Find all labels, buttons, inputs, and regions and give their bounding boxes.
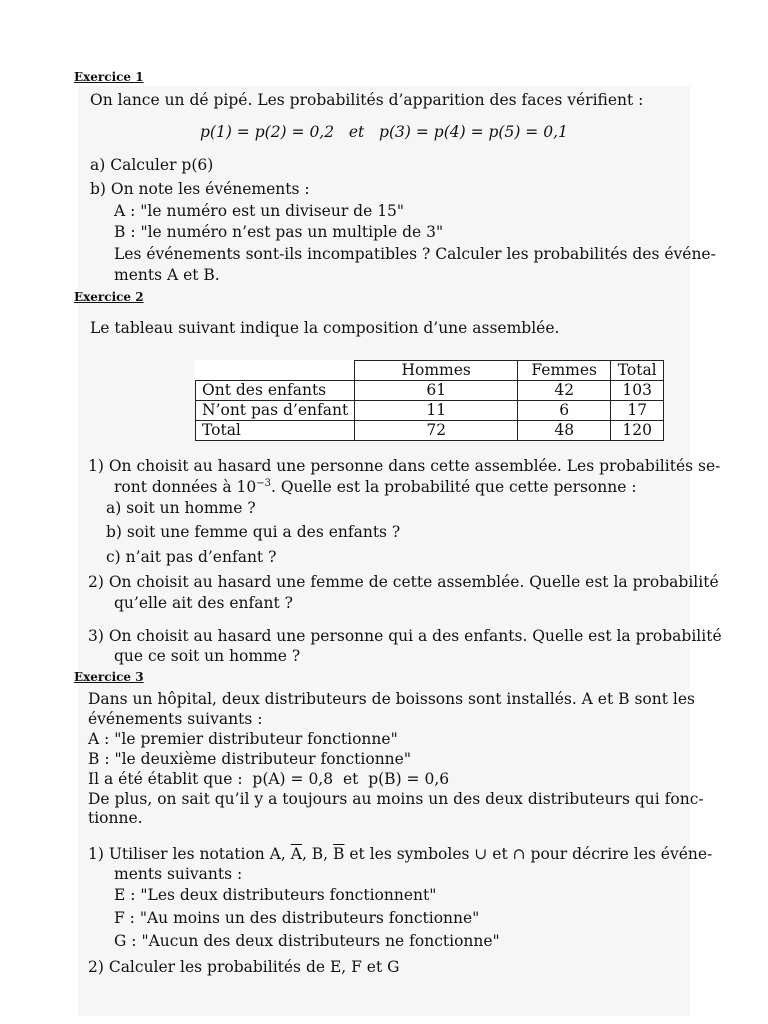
exercise-1-intro: On lance un dé pipé. Les probabilités d’apparition des faces vérifient : [90,91,644,109]
table-cell: 103 [611,381,664,401]
table-corner-cell [196,361,355,381]
question-text: 1) Utiliser les notation A, [88,845,291,863]
exercise-2-question-1-line1: 1) On choisit au hasard une personne dans cette assemblée. Les probabilités se- [88,457,721,475]
exercise-2-question-1b: b) soit une femme qui a des enfants ? [106,523,401,541]
question-text: et les symboles ∪ et ∩ pour décrire les événe- [344,845,713,863]
exercise-2-question-2-line2: qu’elle ait des enfant ? [114,594,293,612]
exercise-1-question-line2: ments A et B. [114,266,220,284]
exercise-3-title: Exercice 3 [74,670,144,684]
exercise-1-event-a: A : "le numéro est un diviseur de 15" [114,202,405,220]
table-cell: 61 [355,381,518,401]
exercise-2-intro: Le tableau suivant indique la composition d’une assemblée. [90,319,560,337]
exercise-3-event-a: A : "le premier distributeur fonctionne" [88,730,398,748]
table-cell: 72 [355,421,518,441]
exercise-3-event-e: E : "Les deux distributeurs fonctionnent" [114,886,437,904]
exercise-2-question-1c: c) n’ait pas d’enfant ? [106,548,277,566]
exponent: −3 [256,478,271,489]
exercise-1-question-line1: Les événements sont-ils incompatibles ? Calculer les probabilités des événe- [114,245,716,263]
exercise-3-question-1-line2: ments suivants : [114,865,243,883]
exercise-2-title: Exercice 2 [74,290,144,304]
complement-a: $\overline{A}$ [290,845,302,863]
assembly-table [195,360,664,441]
exercise-3-intro-line2: événements suivants : [88,710,263,728]
exercise-1-title: Exercice 1 [74,70,144,84]
table-header-cell: Hommes [355,361,518,381]
complement-b: $\overline{B}$ [333,845,345,863]
exercise-1-question-b: b) On note les événements : [90,180,310,198]
table-row [196,421,664,441]
table-row-label: Total [196,421,355,441]
table-cell: 120 [611,421,664,441]
exercise-3-plus-line2: tionne. [88,809,143,827]
exercise-3-intro-line1: Dans un hôpital, deux distributeurs de boissons sont installés. A et B sont les [88,690,695,708]
exercise-1-question-a: a) Calculer p(6) [90,156,214,174]
exercise-1-event-b: B : "le numéro n’est pas un multiple de 3" [114,223,444,241]
exercise-2-question-1-line2 [114,474,637,497]
table-header-cell: Total [611,361,664,381]
table-cell: 11 [355,401,518,421]
question-text: ront données à 10 [114,478,257,497]
table-row [196,401,664,421]
table-cell: 42 [518,381,611,401]
exercise-3-established: Il a été établit que : p(A) = 0,8 et p(B) = 0,6 [88,770,450,788]
question-text: . Quelle est la probabilité que cette personne : [270,478,637,497]
table-header-cell: Femmes [518,361,611,381]
exercise-1-formula: p(1) = p(2) = 0,2 et p(3) = p(4) = p(5) = 0,1 [200,123,568,141]
table-row [196,381,664,401]
exercise-2-question-1a: a) soit un homme ? [106,499,256,517]
exercise-3-question-1-line1 [88,844,712,864]
exercise-2-question-2-line1: 2) On choisit au hasard une femme de cette assemblée. Quelle est la probabilité [88,573,719,591]
exercise-3-plus-line1: De plus, on sait qu’il y a toujours au moins un des deux distributeurs qui fonc- [88,790,704,808]
table-row-label: Ont des enfants [196,381,355,401]
exercise-3-question-2: 2) Calculer les probabilités de E, F et G [88,958,400,976]
question-text: , B, [301,845,334,863]
exercise-2-question-3-line1: 3) On choisit au hasard une personne qui a des enfants. Quelle est la probabilité [88,627,722,645]
table-cell: 17 [611,401,664,421]
exercise-3-event-g: G : "Aucun des deux distributeurs ne fonctionne" [114,932,500,950]
exercise-3-event-b: B : "le deuxième distributeur fonctionne" [88,750,411,768]
exercise-3-event-f: F : "Au moins un des distributeurs fonctionne" [114,909,480,927]
table-header-row [196,361,664,381]
table-cell: 48 [518,421,611,441]
table-row-label: N’ont pas d’enfant [196,401,355,421]
table-cell: 6 [518,401,611,421]
exercise-2-question-3-line2: que ce soit un homme ? [114,647,301,665]
